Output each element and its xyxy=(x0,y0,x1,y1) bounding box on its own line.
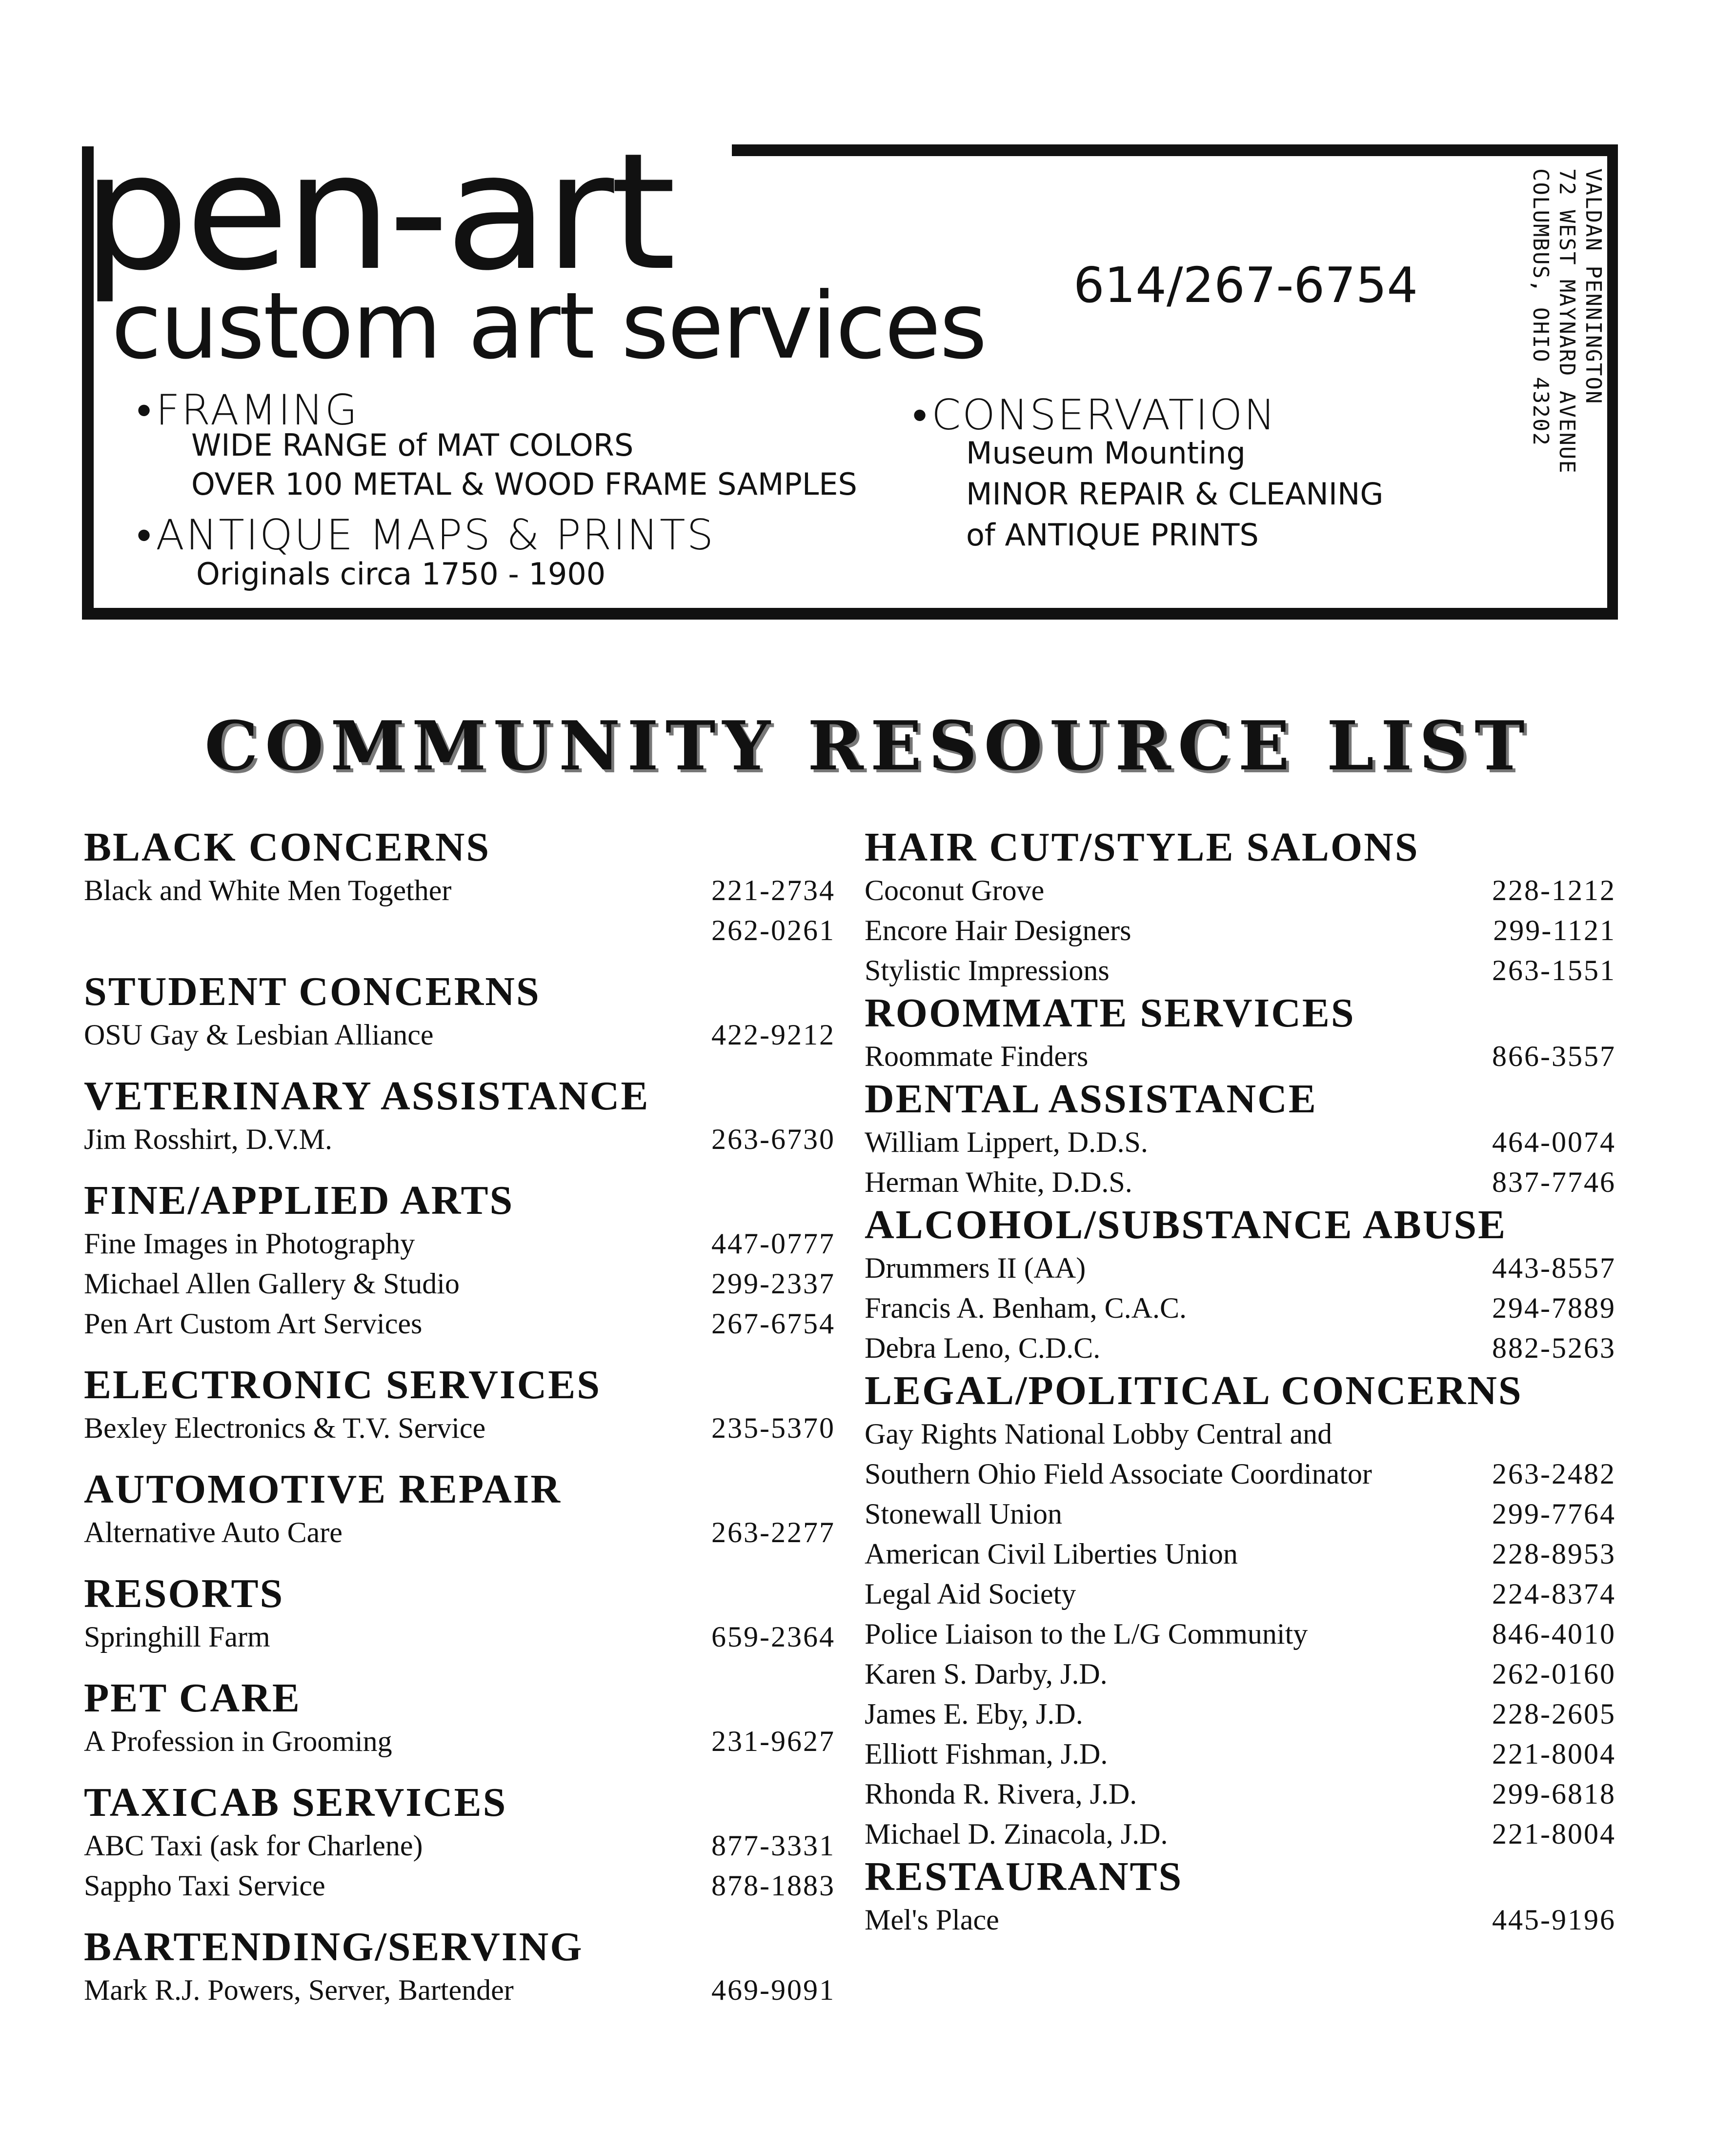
conservation-heading: •CONSERVATION xyxy=(912,391,1277,440)
entry-name: Mark R.J. Powers, Server, Bartender xyxy=(84,1974,514,2006)
resource-entry xyxy=(84,1408,835,1448)
entry-name: Coconut Grove xyxy=(865,874,1045,906)
resource-entry xyxy=(865,870,1616,910)
entry-phone: 469-9091 xyxy=(711,1974,835,2006)
resource-entry xyxy=(865,1328,1616,1368)
entry-phone: 221-8004 xyxy=(1492,1738,1616,1770)
resource-entry xyxy=(865,1454,1616,1494)
entry-phone: 267-6754 xyxy=(711,1307,835,1340)
resource-entry xyxy=(865,1614,1616,1654)
entry-name: American Civil Liberties Union xyxy=(865,1538,1238,1570)
section-heading: FINE/APPLIED ARTS xyxy=(84,1178,514,1223)
section-gap xyxy=(84,1448,835,1467)
entry-phone: 228-8953 xyxy=(1492,1538,1616,1570)
section-heading: AUTOMOTIVE REPAIR xyxy=(84,1467,562,1512)
section-heading: ELECTRONIC SERVICES xyxy=(84,1362,601,1407)
entry-name: Francis A. Benham, C.A.C. xyxy=(865,1292,1187,1324)
framing-line: WIDE RANGE of MAT COLORS xyxy=(191,427,634,463)
framing-line: OVER 100 METAL & WOOD FRAME SAMPLES xyxy=(191,466,857,502)
entry-name: Pen Art Custom Art Services xyxy=(84,1307,423,1340)
resource-entry xyxy=(865,1654,1616,1694)
entry-name: Police Liaison to the L/G Community xyxy=(865,1618,1308,1650)
entry-phone: 659-2364 xyxy=(711,1621,835,1653)
entry-phone: 445-9196 xyxy=(1492,1904,1616,1936)
entry-phone: 224-8374 xyxy=(1492,1578,1616,1610)
section-heading: STUDENT CONCERNS xyxy=(84,969,541,1014)
resource-entry xyxy=(865,1814,1616,1854)
entry-name: William Lippert, D.D.S. xyxy=(865,1126,1148,1158)
section-gap xyxy=(84,1657,835,1675)
ad-phone: 614/267-6754 xyxy=(1073,257,1418,314)
section-heading: ALCOHOL/SUBSTANCE ABUSE xyxy=(865,1202,1507,1247)
resource-entry xyxy=(84,1304,835,1344)
address-line: VALDAN PENNINGTON xyxy=(1581,168,1606,405)
entry-name: Mel's Place xyxy=(865,1904,999,1936)
entry-name: Roommate Finders xyxy=(865,1040,1089,1072)
entry-name: James E. Eby, J.D. xyxy=(865,1698,1083,1730)
resource-entry xyxy=(865,1900,1616,1940)
resource-entry xyxy=(84,1224,835,1264)
right-column xyxy=(865,824,1616,1940)
address-line: 72 WEST MAYNARD AVENUE xyxy=(1554,168,1579,474)
entry-phone: 422-9212 xyxy=(711,1019,835,1051)
entry-phone: 228-2605 xyxy=(1492,1698,1616,1730)
resource-entry xyxy=(84,1826,835,1866)
entry-phone: 877-3331 xyxy=(711,1829,835,1862)
resource-entry xyxy=(865,1774,1616,1814)
resource-entry xyxy=(84,870,835,910)
entry-name: Elliott Fishman, J.D. xyxy=(865,1738,1108,1770)
entry-phone: 299-1121 xyxy=(1493,914,1616,946)
entry-phone: 299-2337 xyxy=(711,1267,835,1300)
entry-phone: 866-3557 xyxy=(1492,1040,1616,1072)
address-line: COLUMBUS, OHIO 43202 xyxy=(1528,168,1553,446)
resource-entry xyxy=(865,950,1616,990)
entry-phone: 263-2277 xyxy=(711,1516,835,1548)
entry-name: Gay Rights National Lobby Central and xyxy=(865,1418,1332,1450)
entry-name: Legal Aid Society xyxy=(865,1578,1076,1610)
entry-name: Drummers II (AA) xyxy=(865,1252,1086,1284)
entry-phone: 447-0777 xyxy=(711,1227,835,1260)
entry-phone: 882-5263 xyxy=(1492,1332,1616,1364)
resource-entry xyxy=(84,1015,835,1055)
section-heading: BARTENDING/SERVING xyxy=(84,1924,584,1970)
entry-phone: 846-4010 xyxy=(1492,1618,1616,1650)
entry-name: Jim Rosshirt, D.V.M. xyxy=(84,1123,333,1155)
entry-name: OSU Gay & Lesbian Alliance xyxy=(84,1019,434,1051)
entry-name: Encore Hair Designers xyxy=(865,914,1131,946)
entry-name: Karen S. Darby, J.D. xyxy=(865,1658,1108,1690)
ad-top-border xyxy=(732,144,1618,156)
section-gap xyxy=(84,1159,835,1178)
entry-name: Sappho Taxi Service xyxy=(84,1870,325,1902)
entry-name: Alternative Auto Care xyxy=(84,1516,343,1548)
entry-phone: 878-1883 xyxy=(711,1870,835,1902)
entry-phone: 235-5370 xyxy=(711,1412,835,1444)
pen-art-logo: pen-art xyxy=(82,119,672,306)
section-heading: RESORTS xyxy=(84,1571,284,1616)
entry-name: Fine Images in Photography xyxy=(84,1227,415,1260)
entry-phone: 263-6730 xyxy=(711,1123,835,1155)
section-heading: RESTAURANTS xyxy=(865,1854,1183,1899)
framing-heading: •FRAMING xyxy=(137,386,359,435)
entry-name: Bexley Electronics & T.V. Service xyxy=(84,1412,486,1444)
conservation-line: Museum Mounting xyxy=(966,435,1246,471)
section-heading: BLACK CONCERNS xyxy=(84,824,491,870)
section-heading: HAIR CUT/STYLE SALONS xyxy=(865,824,1419,870)
entry-phone: 299-6818 xyxy=(1492,1778,1616,1810)
entry-name: Michael Allen Gallery & Studio xyxy=(84,1267,460,1300)
resource-entry xyxy=(865,1122,1616,1162)
resource-entry xyxy=(865,1162,1616,1202)
left-column xyxy=(84,824,835,2010)
entry-phone: 221-2734 xyxy=(711,874,835,906)
section-gap xyxy=(84,1344,835,1362)
entry-name: Springhill Farm xyxy=(84,1621,270,1653)
entry-name: Michael D. Zinacola, J.D. xyxy=(865,1818,1168,1850)
entry-name: Herman White, D.D.S. xyxy=(865,1166,1132,1198)
entry-phone: 262-0160 xyxy=(1492,1658,1616,1690)
entry-phone: 231-9627 xyxy=(711,1725,835,1757)
section-heading: DENTAL ASSISTANCE xyxy=(865,1076,1317,1122)
section-gap xyxy=(84,1761,835,1780)
section-heading: LEGAL/POLITICAL CONCERNS xyxy=(865,1368,1523,1413)
section-gap xyxy=(84,1906,835,1924)
resource-entry xyxy=(865,1534,1616,1574)
entry-phone: 263-1551 xyxy=(1492,954,1616,986)
resource-entry xyxy=(84,1617,835,1657)
maps-line: Originals circa 1750 - 1900 xyxy=(196,556,606,592)
conservation-line: MINOR REPAIR & CLEANING xyxy=(966,476,1384,512)
section-gap xyxy=(84,1552,835,1571)
resource-entry xyxy=(865,1288,1616,1328)
maps-heading: •ANTIQUE MAPS & PRINTS xyxy=(137,511,715,560)
ad-tagline: custom art services xyxy=(111,273,986,380)
entry-name: Debra Leno, C.D.C. xyxy=(865,1332,1101,1364)
resource-entry xyxy=(865,1414,1616,1454)
section-heading: PET CARE xyxy=(84,1675,301,1721)
entry-phone: 299-7764 xyxy=(1492,1498,1616,1530)
resource-entry xyxy=(865,910,1616,950)
entry-name: A Profession in Grooming xyxy=(84,1725,392,1757)
entry-name: Stonewall Union xyxy=(865,1498,1062,1530)
resource-entry xyxy=(84,1512,835,1552)
entry-name: Southern Ohio Field Associate Coordinator xyxy=(865,1458,1372,1490)
entry-name: Rhonda R. Rivera, J.D. xyxy=(865,1778,1137,1810)
resource-entry xyxy=(865,1248,1616,1288)
conservation-line: of ANTIQUE PRINTS xyxy=(966,517,1259,553)
section-heading: ROOMMATE SERVICES xyxy=(865,990,1355,1036)
entry-phone: 464-0074 xyxy=(1492,1126,1616,1158)
entry-name: Stylistic Impressions xyxy=(865,954,1110,986)
section-heading: VETERINARY ASSISTANCE xyxy=(84,1073,650,1119)
entry-phone: 294-7889 xyxy=(1492,1292,1616,1324)
resource-entry xyxy=(84,1866,835,1906)
resource-entry xyxy=(84,1970,835,2010)
list-title: COMMUNITY RESOURCE LIST xyxy=(204,706,1532,785)
entry-phone: 443-8557 xyxy=(1492,1252,1616,1284)
entry-phone: 221-8004 xyxy=(1492,1818,1616,1850)
resource-entry xyxy=(84,1721,835,1761)
entry-name: ABC Taxi (ask for Charlene) xyxy=(84,1829,423,1862)
resource-entry xyxy=(84,1119,835,1159)
entry-phone: 837-7746 xyxy=(1492,1166,1616,1198)
resource-entry xyxy=(865,1494,1616,1534)
entry-phone: 228-1212 xyxy=(1492,874,1616,906)
resource-entry xyxy=(865,1694,1616,1734)
ad-address xyxy=(1527,168,1606,474)
section-gap xyxy=(84,950,835,969)
resource-entry xyxy=(865,1734,1616,1774)
entry-name: Black and White Men Together xyxy=(84,874,452,906)
entry-phone: 263-2482 xyxy=(1492,1458,1616,1490)
resource-entry xyxy=(84,1264,835,1304)
section-heading: TAXICAB SERVICES xyxy=(84,1780,507,1825)
resource-entry xyxy=(865,1036,1616,1076)
section-gap xyxy=(84,1055,835,1073)
entry-phone-extra: 262-0261 xyxy=(711,914,835,946)
resource-entry xyxy=(865,1574,1616,1614)
